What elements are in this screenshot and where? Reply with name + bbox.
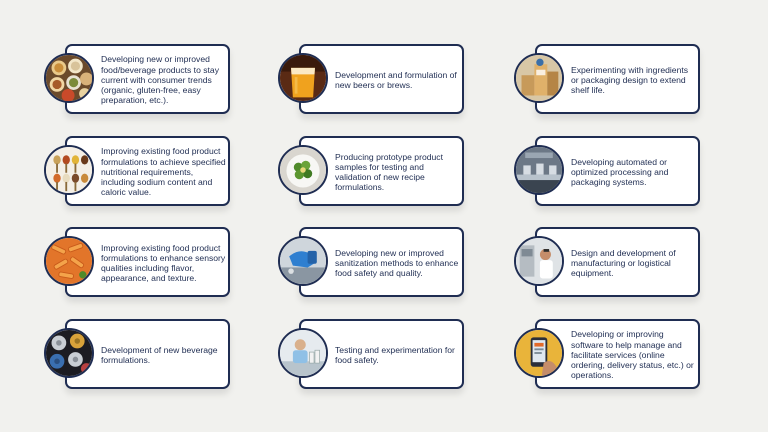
spoons-of-spices-photo [44,145,94,195]
card-text: Developing new or improved food/beverage products to stay current with consumer trends (organic, gluten-free, easy preparation, etc.). [101,54,220,106]
card-beverage-formulations [44,319,230,389]
card-nutritional-requirements [44,136,230,206]
card-new-beers [278,44,464,114]
card-text: Improving existing food product formulations to achieve specified nutritional requirements, including sodium content and caloric value. [101,146,226,198]
mobile-ordering-photo [514,328,564,378]
conveyor-line-photo [514,145,564,195]
card-manufacturing-equipment [514,227,700,297]
card-consumer-trends [44,44,230,114]
gloved-hand-cleaning-photo [278,236,328,286]
card-text: Producing prototype product samples for testing and validation of new recipe formulations. [335,151,443,193]
card-text: Improving existing food product formulations to enhance sensory qualities including flavor, appearance, and texture. [101,242,226,284]
engineer-equipment-photo [514,236,564,286]
card-sanitization-methods [278,227,464,297]
card-text: Developing new or improved sanitization methods to enhance food safety and quality. [335,247,459,279]
card-shelf-life [514,44,700,114]
beer-glass-photo [278,53,328,103]
pasta-photo [44,236,94,286]
card-text: Development and formulation of new beers or brews. [335,69,457,90]
card-text: Developing or improving software to help manage and facilitate services (online ordering, delivery status, etc.) or operations. [571,329,694,381]
card-food-safety-testing [278,319,464,389]
card-text: Experimenting with ingredients or packaging design to extend shelf life. [571,64,689,96]
card-text: Testing and experimentation for food safety. [335,344,455,365]
packaged-goods-photo [514,53,564,103]
card-prototype-samples [278,136,464,206]
card-sensory-qualities [44,227,230,297]
food-safety-lab-photo [278,328,328,378]
card-software-services [514,319,700,389]
card-automated-processing [514,136,700,206]
beverage-cans-photo [44,328,94,378]
card-text: Design and development of manufacturing or logistical equipment. [571,247,676,279]
spice-bowls-photo [44,53,94,103]
card-text: Developing automated or optimized processing and packaging systems. [571,156,669,188]
salad-plate-photo [278,145,328,195]
card-text: Development of new beverage formulations. [101,344,218,365]
